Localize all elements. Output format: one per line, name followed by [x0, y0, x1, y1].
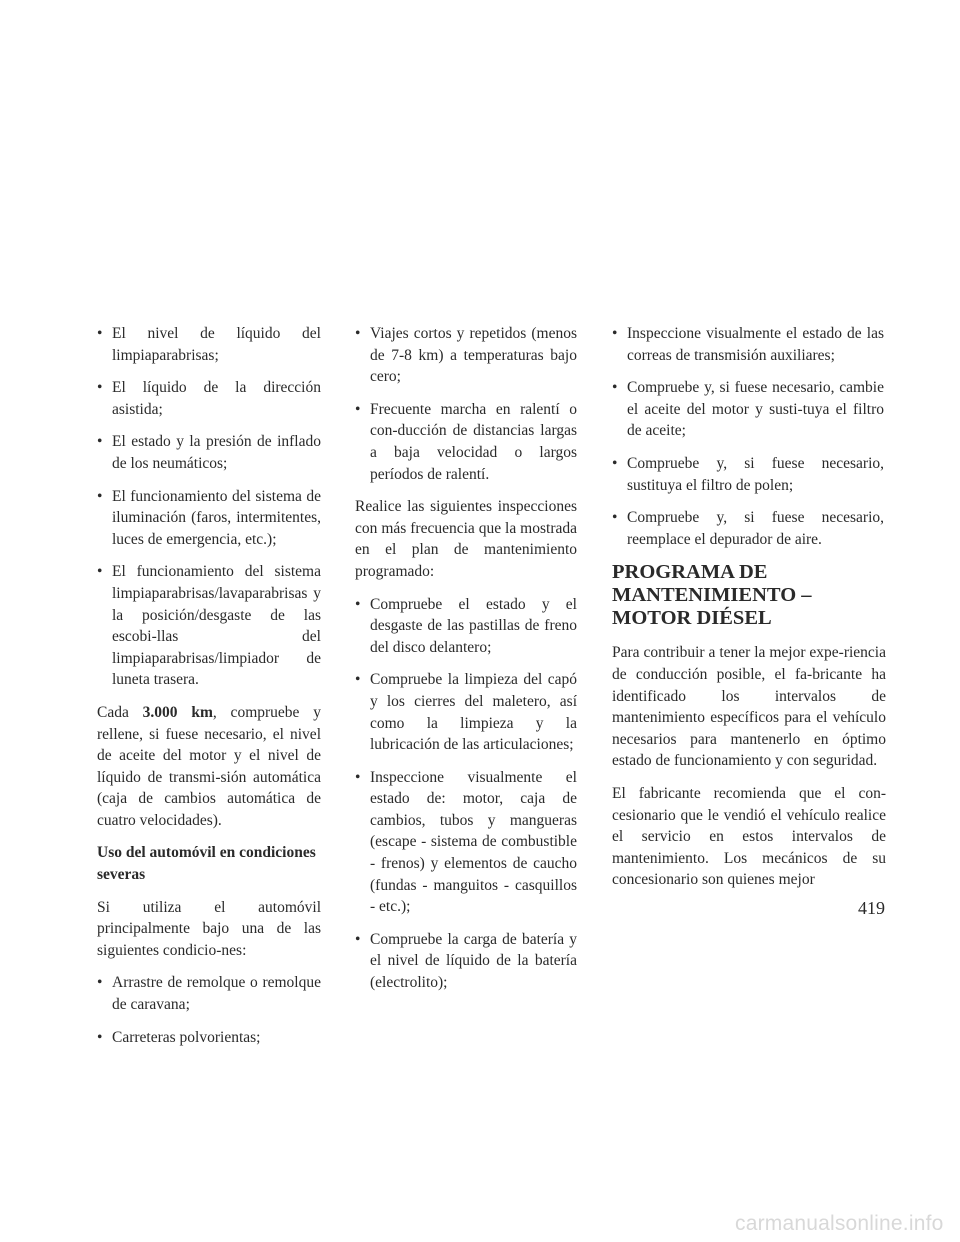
paragraph-recommendation: El fabricante recomienda que el con-cesionario que le vendió el vehículo realice el servicio en estos intervalos de mantenimiento. Los mecánicos de su concesionario son quienes mejor: [612, 784, 886, 889]
section-heading-line: PROGRAMA DE: [612, 561, 768, 584]
list-item: [97, 972, 321, 1015]
list-item-text: El funcionamiento del sistema limpiaparabrisas/lavaparabrisas y la posición/desgaste de las escobi-llas del limpiaparabrisas/limpiador de luneta trasera.: [112, 563, 321, 689]
list-item: [355, 929, 577, 994]
list-item-text: El nivel de líquido del limpiaparabrisas;: [112, 325, 321, 364]
list-item-text: Viajes cortos y repetidos (menos de 7-8 km) a temperaturas bajo cero;: [370, 325, 577, 386]
list-item: [97, 1027, 321, 1049]
bullet-icon: •: [97, 433, 103, 451]
bullet-icon: •: [97, 379, 103, 397]
list-item: [612, 377, 884, 442]
bullet-icon: •: [97, 325, 103, 342]
list-item-text: Compruebe y, si fuese necesario, reemplace el depurador de aire.: [627, 509, 884, 548]
list-item: [612, 453, 884, 496]
list-item: [612, 323, 884, 366]
list-item: [612, 507, 884, 550]
interval-value: 3.000 km: [142, 703, 213, 721]
list-item-text: El líquido de la dirección asistida;: [112, 379, 321, 418]
bullet-icon: •: [97, 563, 103, 581]
paragraph-prefix: Cada: [97, 703, 143, 721]
list-item: [97, 561, 321, 691]
bullet-icon: •: [355, 400, 361, 418]
list-item-text: Compruebe y, si fuese necesario, sustituya el filtro de polen;: [627, 454, 884, 494]
bullet-icon: •: [355, 671, 361, 689]
bullet-icon: •: [97, 487, 103, 505]
column-1: [97, 323, 321, 1059]
paragraph-rest: , compruebe y rellene, si fuese necesario, el nivel de aceite del motor y el nivel de líquido de transmi-sión automática (caja de cambios automática de cuatro velocidades).: [97, 703, 321, 829]
list-item-text: Compruebe el estado y el desgaste de las pastillas de freno del disco delantero;: [370, 595, 577, 656]
bullet-icon: •: [97, 1028, 103, 1046]
list-item-text: Frecuente marcha en ralentí o con-ducción de distancias largas a baja velocidad o largos períodos de ralentí.: [370, 400, 577, 483]
bullet-icon: •: [612, 325, 618, 342]
column-3: [612, 323, 886, 902]
list-item: [97, 377, 321, 420]
column-2: [355, 323, 577, 1005]
list-item: [97, 323, 321, 366]
paragraph-inspections: Realice las siguientes inspecciones con más frecuencia que la mostrada en el plan de mantenimiento programado:: [355, 498, 577, 580]
bullet-icon: •: [612, 509, 618, 527]
page-number: 419: [858, 898, 885, 918]
bullet-icon: •: [355, 325, 361, 342]
list-item: [355, 323, 577, 388]
list-item: [355, 669, 577, 755]
section-heading-line: MANTENIMIENTO –: [612, 584, 812, 607]
list-item-text: El estado y la presión de inflado de los neumáticos;: [112, 433, 321, 472]
list-item-text: Arrastre de remolque o remolque de caravana;: [112, 974, 321, 1014]
watermark: carmanualsonline.info: [735, 1212, 944, 1235]
list-item-text: Compruebe la limpieza del capó y los cierres del maletero, así como la limpieza y la lubricación de las articulaciones;: [370, 671, 577, 754]
list-item: [97, 431, 321, 474]
section-heading-line: MOTOR DIÉSEL: [612, 607, 772, 630]
bullet-icon: •: [355, 595, 361, 613]
list-item-text: Inspeccione visualmente el estado de: motor, caja de cambios, tubos y mangueras (escape - sistema de combustible - frenos) y elementos de caucho (fundas - manguitos - casquillos - etc.);: [370, 768, 577, 916]
bullet-icon: •: [612, 379, 618, 397]
paragraph-3000km: [97, 702, 321, 832]
bullet-icon: •: [355, 930, 361, 948]
section-heading: [612, 561, 886, 630]
paragraph-intro: Si utiliza el automóvil principalmente bajo una de las siguientes condicio-nes:: [97, 898, 321, 959]
list-item: [97, 486, 321, 551]
list-item: [355, 399, 577, 485]
bullet-icon: •: [612, 454, 618, 472]
list-item-text: Compruebe y, si fuese necesario, cambie el aceite del motor y susti-tuya el filtro de aceite;: [627, 379, 884, 440]
bullet-icon: •: [355, 768, 361, 786]
subheading: Uso del automóvil en condiciones severas: [97, 844, 316, 884]
list-item-text: Inspeccione visualmente el estado de las correas de transmisión auxiliares;: [627, 325, 884, 364]
bullet-icon: •: [97, 974, 103, 992]
list-item-text: El funcionamiento del sistema de iluminación (faros, intermitentes, luces de emergencia, etc.);: [112, 487, 321, 548]
paragraph-intro: Para contribuir a tener la mejor expe-riencia de conducción posible, el fa-bricante ha identificado los intervalos de mantenimiento específicos para el vehículo necesarios para mantenerlo en óptimo estado de funcionamiento y con seguridad.: [612, 644, 886, 770]
list-item-text: Compruebe la carga de batería y el nivel de líquido de la batería (electrolito);: [370, 930, 577, 992]
list-item: [355, 767, 577, 918]
list-item-text: Carreteras polvorientas;: [112, 1028, 261, 1046]
list-item: [355, 594, 577, 659]
